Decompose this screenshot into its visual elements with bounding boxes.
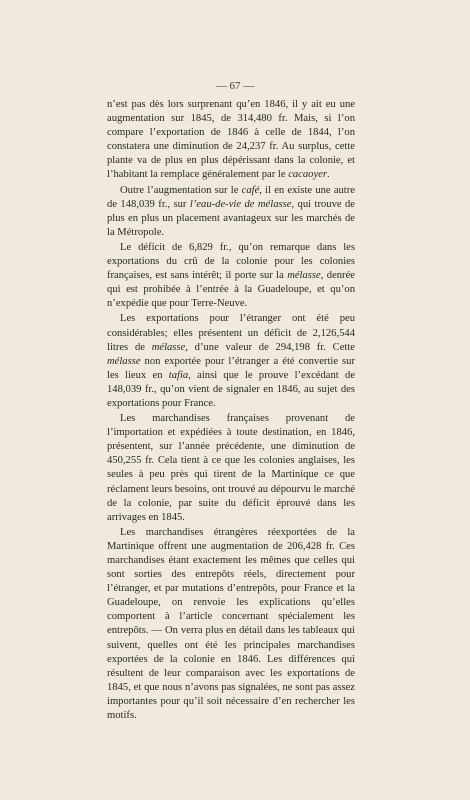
- text-segment: non exportée pour l’étranger a été convertie sur les lieux en: [107, 355, 355, 381]
- italic-text: tafia: [168, 369, 189, 381]
- italic-text: cacaoyer: [288, 169, 328, 181]
- text-segment: Le déficit de 6,829 fr., qu’on remarque dans les exportations du crû de la colonie pour les colonies françaises, est sans intérêt; il porte sur la: [107, 241, 355, 282]
- page-number: — 67 —: [215, 80, 255, 92]
- text-segment: , il en existe une autre de 148,039 fr., sur: [107, 184, 355, 210]
- text-segment: , qui trouve de plus en plus un placement avantageux sur les marchés de la Métropole.: [107, 198, 355, 238]
- paragraph: [107, 241, 355, 311]
- italic-text: mélasse: [151, 341, 186, 353]
- text-segment: , d’une valeur de 294,198 fr. Cette: [185, 341, 355, 353]
- paragraph: [107, 98, 355, 183]
- paragraph: [107, 526, 355, 723]
- text-segment: Outre l’augmentation sur le: [120, 184, 242, 196]
- text-segment: n’est pas dès lors surprenant qu’en 1846, il y ait eu une augmentation sur 1845, de 314,480 fr. Mais, si l’on compare l’exportation de 1846 à celle de 1844, l’on constatera une diminution de 24,237 fr. Au surplus, cette plante va de plus en plus dépérissant dans la colonie, et l’habitant la remplace généralement par le: [107, 99, 355, 181]
- italic-text: mélasse: [107, 355, 141, 367]
- paragraph: [107, 184, 355, 240]
- text-segment: Les exportations pour l’étranger ont été peu considérables; elles présentent un déficit de 2,126,544 litres de: [107, 313, 355, 353]
- text-segment: , ainsi que le prouve l’excédant de 148,039 fr., qu’on vient de signaler en 1846, au sujet des exportations pour France.: [107, 369, 355, 409]
- italic-text: mélasse: [287, 270, 321, 282]
- italic-text: café: [241, 184, 260, 196]
- text-segment: Les marchandises françaises provenant de l’importation et expédiées à toute destination, en 1846, présentent, sur l’année précédente, une diminution de 450,255 fr. Cela tient à ce que les colonies anglaises, les seules à peu près qui tirent de la Martinique ce que réclament leurs besoins, ont trouvé au dépourvu le marché de la colonie, par suite du déficit éprouvé dans les arrivages en 1845.: [107, 413, 355, 523]
- text-segment: , denrée qui est prohibée à l’entrée à la Guadeloupe, et qu’on n’expédie que pour Terre-Neuve.: [107, 270, 355, 310]
- text-segment: .: [327, 169, 330, 181]
- italic-text: l’eau-de-vie de mélasse: [189, 198, 292, 210]
- text-segment: Les marchandises étrangères réexportées de la Martinique offrent une augmentation de 206,428 fr. Ces marchandises étant exactement les mêmes que celles qui sont sorties des entrepôts réels, directement pour l’étranger, et par mutations d’entrepôts, pour France et la Guadeloupe, on renvoie les explications qu’elles comportent à l’article concernant spécialement les entrepôts. — On verra plus en détail dans les tableaux qui suivent, quelles ont été les principales marchandises exportées de la colonie en 1846. Les différences qui résultent de leur comparaison avec les exportations de 1845, et que nous n’avons pas signalées, ne sont pas assez importantes pour qu’il soit nécessaire d’en rechercher les motifs.: [107, 526, 355, 722]
- paragraph: [107, 412, 355, 525]
- body-text: [107, 98, 355, 724]
- paragraph: [107, 312, 355, 411]
